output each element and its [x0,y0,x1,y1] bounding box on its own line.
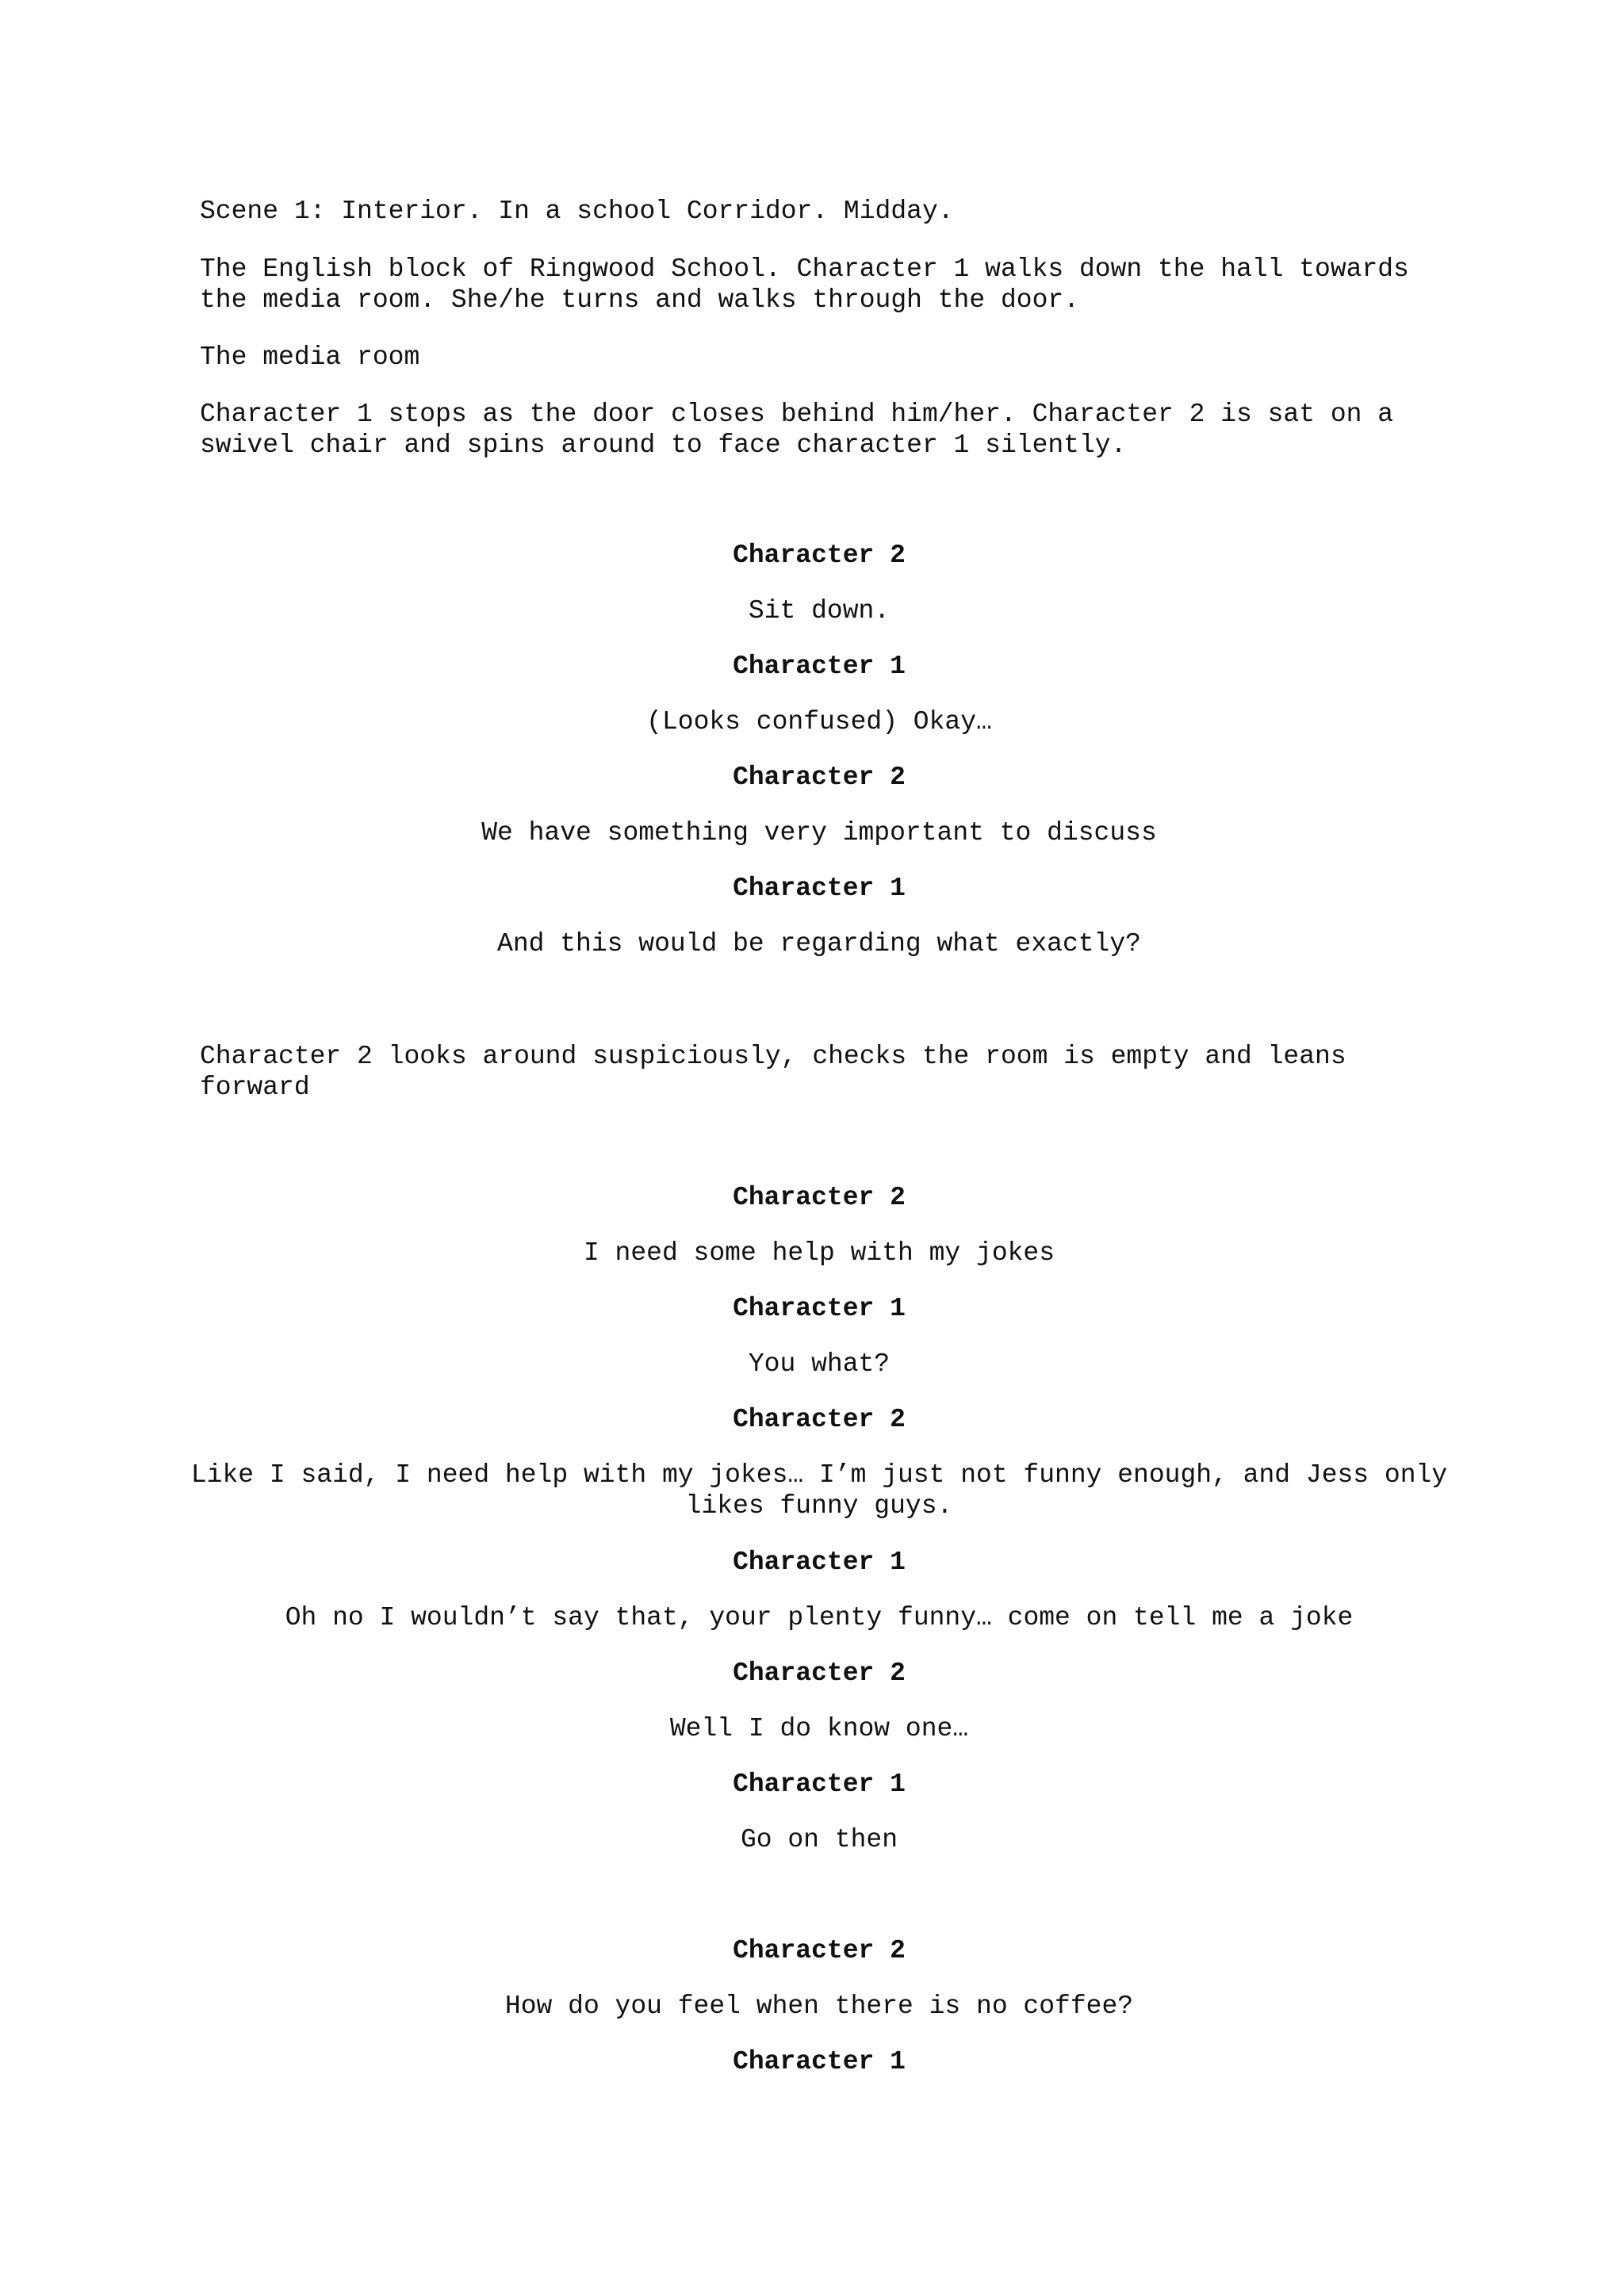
dialogue-line: Sit down. [748,596,891,626]
speaker-name: Character 1 [733,874,906,903]
dialogue-line: I need some help with my jokes [583,1238,1055,1268]
dialogue-line: We have something very important to discuss [481,818,1157,848]
speaker-name: Character 1 [733,2047,906,2076]
speaker-name: Character 2 [733,1405,906,1434]
speaker-name: Character 2 [733,1183,906,1212]
dialogue-line: Go on then [740,1825,898,1854]
dialogue-line: You what? [748,1349,891,1379]
speaker-name: Character 2 [733,1659,906,1688]
dialogue-line: Well I do know one… [669,1714,969,1743]
location-line: The media room [200,342,420,372]
speaker-name: Character 1 [733,652,906,681]
speaker-name: Character 1 [733,1770,906,1799]
speaker-name: Character 1 [733,1548,906,1577]
dialogue-line: Like I said, I need help with my jokes… I’m just not funny enough, and Jess only likes funny guys. [190,1460,1463,1521]
action-line-3: Character 2 looks around suspiciously, checks the room is empty and leans forward [200,1042,1362,1102]
speaker-name: Character 1 [733,1294,906,1323]
dialogue-line: How do you feel when there is no coffee? [504,1992,1134,2021]
dialogue-line: (Looks confused) Okay… [646,707,992,737]
dialogue-line: Oh no I wouldn’t say that, your plenty funny… come on tell me a joke [285,1603,1354,1632]
speaker-name: Character 2 [733,1936,906,1965]
action-line-2: Character 1 stops as the door closes behind him/her. Character 2 is sat on a swivel chair and spins around to face character 1 silently. [200,400,1409,460]
action-line-1: The English block of Ringwood School. Character 1 walks down the hall towards the media room. She/he turns and walks through the door. [200,254,1425,315]
scene-heading: Scene 1: Interior. In a school Corridor. Midday. [200,197,954,226]
speaker-name: Character 2 [733,763,906,792]
dialogue-line: And this would be regarding what exactly? [497,929,1141,959]
speaker-name: Character 2 [733,541,906,570]
